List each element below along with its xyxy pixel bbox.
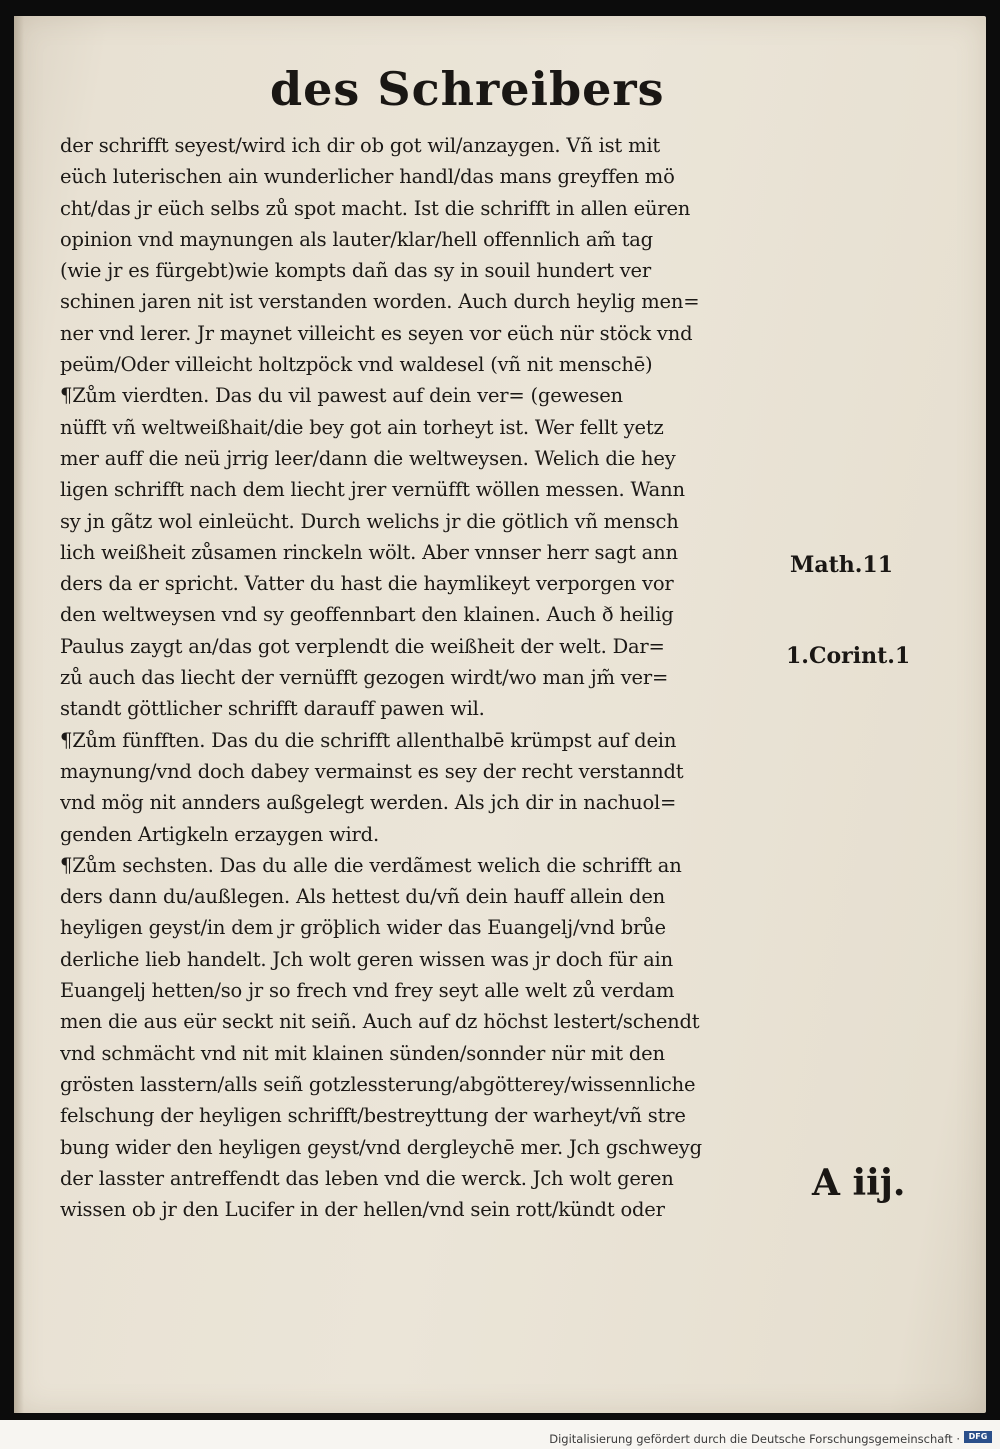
text-line: zů auch das liecht der vernüfft gezogen wirdt/wo man jm̃ ver= <box>60 666 669 690</box>
text-line: nüfft vñ weltweißhait/die bey got ain torheyt ist. Wer fellt yetz <box>60 415 664 439</box>
text-line: genden Artigkeln erzaygen wird. <box>60 822 379 846</box>
text-line: men die aus eür seckt nit seiñ. Auch auf dz höchst lestert/schendt <box>60 1010 700 1034</box>
text-line: felschung der heyligen schrifft/bestreyttung der warheyt/vñ stre <box>60 1104 686 1128</box>
text-line: der schrifft seyest/wird ich dir ob got wil/anzaygen. Vñ ist mit <box>60 134 661 157</box>
text-line: ¶Zům sechsten. Das du alle die verdãmest welich die schrifft an <box>60 853 682 877</box>
page-body-text <box>60 130 790 1225</box>
dfg-logo: DFG <box>964 1431 992 1443</box>
text-line: Euangelj hetten/so jr so frech vnd frey seyt alle welt zů verdam <box>60 979 675 1003</box>
text-line: maynung/vnd doch dabey vermainst es sey der recht verstanndt <box>60 759 684 783</box>
margin-note-math: Math.11 <box>790 552 894 578</box>
text-line: derliche lieb handelt. Jch wolt geren wissen was jr doch für ain <box>60 947 673 971</box>
text-line: opinion vnd maynungen als lauter/klar/hell offennlich am̃ tag <box>60 227 653 251</box>
text-line: Paulus zaygt an/das got verplendt die weißheit der welt. Dar= <box>60 634 665 658</box>
text-line: ders da er spricht. Vatter du hast die haymlikeyt verporgen vor <box>60 572 674 596</box>
text-line: wissen ob jr den Lucifer in der hellen/vnd sein rott/kündt oder <box>60 1198 665 1222</box>
text-line: schinen jaren nit ist verstanden worden. Auch durch heylig men= <box>60 290 700 314</box>
text-line: bung wider den heyligen geyst/vnd dergleychē mer. Jch gschweyg <box>60 1135 702 1159</box>
text-line: ders dann du/außlegen. Als hettest du/vñ dein hauff allein den <box>60 885 666 909</box>
text-line: ¶Zům vierdten. Das du vil pawest auf dein ver= (gewesen <box>60 384 623 408</box>
running-title: des Schreibers <box>270 62 665 116</box>
text-line: cht/das jr eüch selbs zů spot macht. Ist die schrifft in allen eüren <box>60 196 691 220</box>
signature-mark: A iij. <box>812 1162 906 1204</box>
text-line: der lasster antreffendt das leben vnd die werck. Jch wolt geren <box>60 1166 674 1190</box>
text-line: standt göttlicher schrifft darauff pawen wil. <box>60 697 485 721</box>
text-line: ner vnd lerer. Jr maynet villeicht es seyen vor eüch nür stöck vnd <box>60 321 693 345</box>
text-line: mer auff die neü jrrig leer/dann die weltweysen. Welich die hey <box>60 446 676 470</box>
page-gutter-shadow <box>14 16 24 1413</box>
text-line: heyligen geyst/in dem jr gröþlich wider das Euangelj/vnd brůe <box>60 916 666 940</box>
text-line: vnd schmächt vnd nit mit klainen sünden/sonnder nür mit den <box>60 1041 665 1065</box>
text-line: vnd mög nit annders außgelegt werden. Als jch dir in nachuol= <box>60 791 677 815</box>
text-line: den weltweysen vnd sy geoffennbart den klainen. Auch ð heilig <box>60 603 674 627</box>
text-line: ¶Zům fünfften. Das du die schrifft allenthalbē krümpst auf dein <box>60 728 677 752</box>
text-line: eüch luterischen ain wunderlicher handl/das mans greyffen mö <box>60 165 675 189</box>
text-line: grösten lasstern/alls seiñ gotzlessterung/abgötterey/wissennliche <box>60 1072 696 1096</box>
text-line: (wie jr es fürgebt)wie kompts dañ das sy in souil hundert ver <box>60 259 651 283</box>
funding-credit: Digitalisierung gefördert durch die Deutsche Forschungsgemeinschaft · <box>549 1432 960 1446</box>
margin-note-corint: 1.Corint.1 <box>786 643 911 669</box>
text-line: lich weißheit zůsamen rinckeln wölt. Aber vnnser herr sagt ann <box>60 540 678 564</box>
text-line: peüm/Oder villeicht holtzpöck vnd waldesel (vñ nit menschē) <box>60 353 653 377</box>
text-line: ligen schrifft nach dem liecht jrer vernüfft wöllen messen. Wann <box>60 478 685 502</box>
text-line: sy jn gãtz wol einleücht. Durch welichs jr die götlich vñ mensch <box>60 509 679 533</box>
